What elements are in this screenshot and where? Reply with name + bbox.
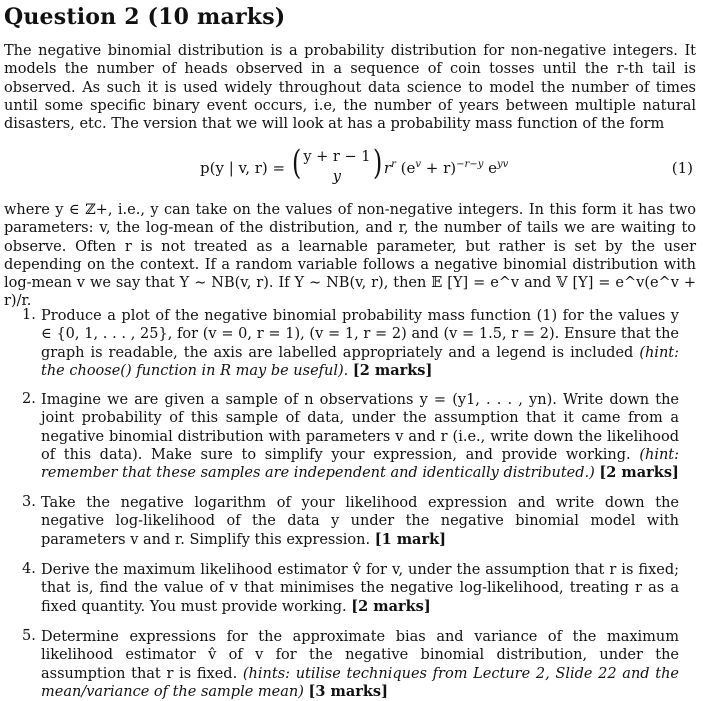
item-marks: [2 marks] [352, 361, 433, 379]
equation-number: (1) [671, 159, 693, 177]
equation-r-exponent: r [391, 159, 396, 170]
item-hint: (hint: the choose() function in R may be useful). [41, 344, 679, 379]
binom-bottom: y [332, 169, 341, 185]
left-paren: ( [291, 143, 302, 183]
item-text: Determine expressions for the approximate bias and variance of the maximum likelihood estimator v̂ of v for the negative binomial distribution, under the assumption that r is fixed. [41, 629, 679, 682]
question-heading: Question 2 (10 marks) [4, 4, 286, 30]
item-marks: [3 marks] [308, 682, 388, 700]
equation-lhs: p(y | v, r) = [200, 159, 286, 177]
item-number: 3. [22, 494, 36, 510]
equation-body [200, 143, 509, 189]
right-paren: ) [372, 143, 382, 183]
item-number: 4. [22, 561, 36, 577]
binom-top: y + r − 1 [303, 149, 371, 165]
item-number: 2. [22, 391, 36, 407]
pmf-equation [0, 145, 703, 193]
item-text: Derive the maximum likelihood estimator v̂ for v, under the assumption that r is fixed; that is, find the value of v that minimises the negative log-likelihood, treating r as a fixed quantity. You must provide working. [41, 562, 679, 615]
item-body [41, 307, 679, 380]
equation-term3: e [488, 159, 498, 177]
equation-r: r [383, 159, 392, 177]
equation-term2-power: −r−y [456, 159, 484, 170]
equation-term2-close: + r) [425, 159, 457, 177]
item-number: 5. [22, 628, 36, 644]
after-paragraph: where y ∈ ℤ+, i.e., y can take on the values of non-negative integers. In this form it has two parameters: v, the log-mean of the distribution, and r, the number of tails we are waiting to observe. Often r is not treated as a learnable parameter, but rather is set by the user depending on the context. If a random variable follows a negative binomial distribution with log-mean v we say that Y ∼ NB(v, r). If Y ∼ NB(v, r), then 𝔼 [Y] = e^v and 𝕍 [Y] = e^v(e^v + r)/r. [4, 202, 696, 310]
equation-term2-exponent: v [415, 159, 422, 170]
item-marks: [1 mark] [374, 530, 447, 548]
item-number: 1. [22, 307, 36, 323]
item-body [41, 391, 679, 482]
item-hint: (hints: utilise techniques from Lecture 2, Slide 22 and the mean/variance of the sample mean) [41, 665, 680, 700]
equation-term2: (e [400, 159, 416, 177]
item-hint: (hint: remember that these samples are independent and identically distributed.) [41, 446, 680, 482]
item-text: Produce a plot of the negative binomial probability mass function (1) for the values y ∈ {0, 1, . . . , 25}, for (v = 0, r = 1), (v = 1, r = 2) and (v = 1.5, r = 2). Ensure that the graph is readable, the axis are labelled appropriately and a legend is included [41, 308, 679, 361]
item-body [41, 628, 679, 701]
item-body [41, 494, 679, 549]
item-marks: [2 marks] [599, 464, 679, 482]
binomial-coefficient [291, 143, 382, 189]
equation-term3-exponent: yv [497, 159, 509, 170]
item-text: Imagine we are given a sample of n observations y = (y1, . . . , yn). Write down the joint probability of this sample of data, under the assumption that it came from a negative binomial distribution with parameters v and r (i.e., write down the likelihood of this data). Make sure to simplify your expression, and provide working. [41, 392, 679, 463]
item-marks: [2 marks] [351, 597, 431, 615]
item-body [41, 561, 679, 616]
item-text: Take the negative logarithm of your likelihood expression and write down the negative log-likelihood of the data y under the negative binomial model with parameters v and r. Simplify this expression. [41, 495, 679, 548]
intro-paragraph: The negative binomial distribution is a probability distribution for non-negative integers. It models the number of heads observed in a sequence of coin tosses until the r-th tail is observed. As such it is used widely throughout data science to model the number of times until some specific binary event occurs, i.e, the number of years between multiple natural disasters, etc. The version that we will look at has a probability mass function of the form [4, 43, 696, 133]
